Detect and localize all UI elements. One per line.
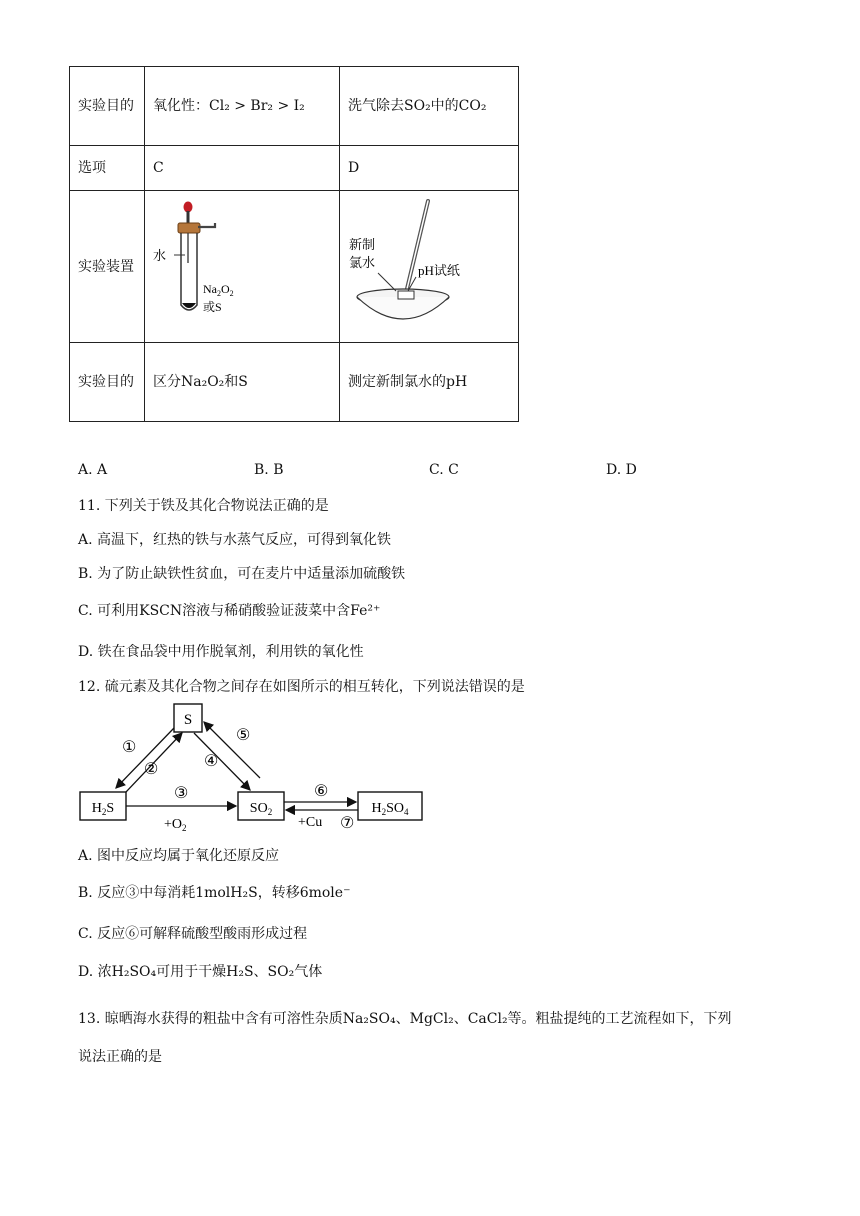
node-so2-label: $SO_2$ [249, 801, 273, 817]
dropper-bulb [184, 202, 193, 213]
q13-stem-line2: 说法正确的是 [78, 1049, 162, 1065]
option-c[interactable]: C. C [429, 462, 459, 478]
ph-paper-label: pH试纸 [418, 263, 460, 278]
q12-option-c[interactable]: C. 反应⑥可解释硫酸型酸雨形成过程 [78, 926, 308, 942]
row-label: 实验装置 [70, 191, 145, 343]
cell-option-d: D [340, 146, 519, 191]
ph-paper [398, 291, 414, 299]
q11-option-a[interactable]: A. 高温下，红热的铁与水蒸气反应，可得到氧化铁 [78, 532, 392, 548]
label-2: ② [144, 761, 159, 778]
na2o2-label: $Na_2O_2$ [203, 282, 234, 298]
cell-option-c: C [145, 146, 340, 191]
label-1: ① [122, 739, 137, 756]
answer-options [78, 462, 778, 482]
row-label: 选项 [70, 146, 145, 191]
apparatus-c [145, 191, 340, 343]
q12-stem: 12. 硫元素及其化合物之间存在如图所示的相互转化，下列说法错误的是 [78, 679, 525, 695]
row-label: 实验目的 [70, 343, 145, 422]
q12-option-d[interactable]: D. 浓H₂SO₄可用于干燥H₂S、SO₂气体 [78, 964, 323, 980]
q11-option-d[interactable]: D. 铁在食品袋中用作脱氧剂，利用铁的氧化性 [78, 644, 364, 660]
cond-o2: $+O_2$ [164, 817, 187, 833]
option-a[interactable]: A. A [78, 462, 108, 478]
cell-d-purpose: 洗气除去SO₂中的CO₂ [340, 67, 519, 146]
cond-cu: +Cu [298, 815, 323, 830]
label-5: ⑤ [236, 727, 251, 744]
table-row [70, 67, 519, 146]
q13-stem-line1: 13. 晾晒海水获得的粗盐中含有可溶性杂质Na₂SO₄、MgCl₂、CaCl₂等。粗盐提纯的工艺流程如下，下列 [78, 1011, 732, 1027]
experiment-table [69, 66, 519, 422]
water-label: 水 [153, 248, 167, 263]
sulfur-conversion-diagram [78, 700, 438, 838]
stopper [178, 223, 200, 233]
row-label: 实验目的 [70, 67, 145, 146]
chlorine-water-label-2: 氯水 [349, 255, 376, 270]
ph-test-figure [348, 191, 508, 331]
cell-c-purpose: 氧化性：Cl₂ > Br₂ > I₂ [145, 67, 340, 146]
node-h2s-label: $H_2S$ [91, 801, 115, 817]
label-6: ⑥ [314, 783, 329, 800]
node-h2so4-label: $H_2SO_4$ [371, 801, 409, 817]
label-4: ④ [204, 753, 219, 770]
option-d[interactable]: D. D [606, 462, 637, 478]
test-tube-apparatus-figure [153, 191, 323, 331]
q11-stem: 11. 下列关于铁及其化合物说法正确的是 [78, 498, 329, 514]
q12-option-a[interactable]: A. 图中反应均属于氧化还原反应 [78, 848, 280, 864]
q11-option-c[interactable]: C. 可利用KSCN溶液与稀硝酸验证菠菜中含Fe²⁺ [78, 603, 381, 619]
q11-option-b[interactable]: B. 为了防止缺铁性贫血，可在麦片中适量添加硫酸铁 [78, 566, 406, 582]
arrow-1 [116, 728, 174, 788]
table-row [70, 191, 519, 343]
delivery-tube [198, 223, 215, 227]
or-s-label: 或S [203, 300, 222, 314]
chlorine-water-label: 新制 [349, 237, 376, 252]
apparatus-d [340, 191, 519, 343]
option-b[interactable]: B. B [254, 462, 284, 478]
table-row [70, 146, 519, 191]
node-s-label: S [183, 712, 193, 728]
test-tube [181, 233, 197, 310]
cell-d-goal: 测定新制氯水的pH [340, 343, 519, 422]
q12-option-b[interactable]: B. 反应③中每消耗1molH₂S，转移6mole⁻ [78, 885, 351, 901]
label-7: ⑦ [340, 815, 355, 832]
cell-c-goal: 区分Na₂O₂和S [145, 343, 340, 422]
table-row [70, 343, 519, 422]
label-3: ③ [174, 785, 189, 802]
